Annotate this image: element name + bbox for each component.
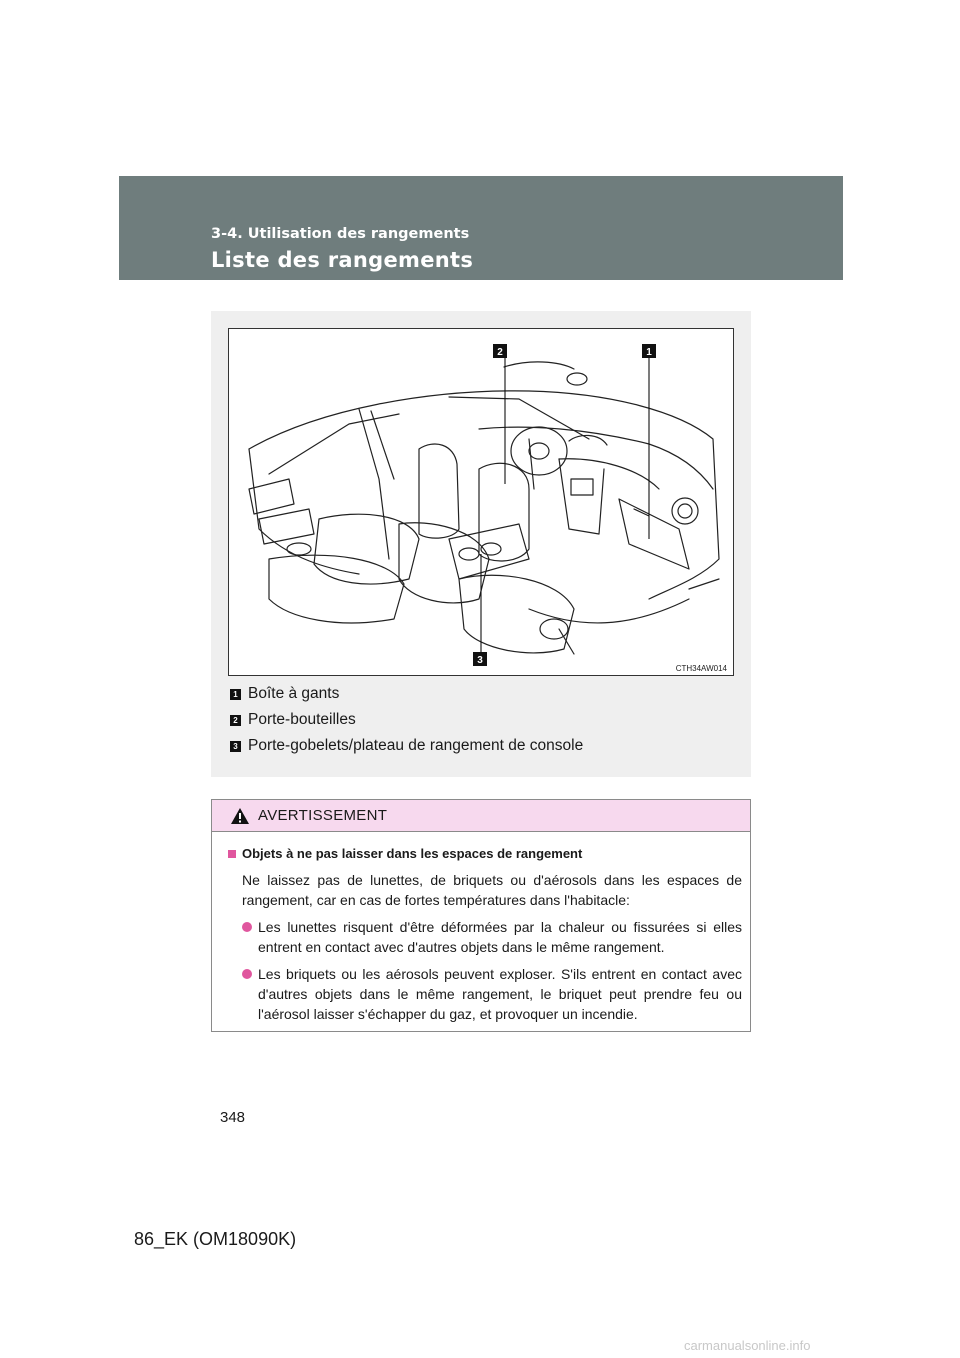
square-bullet-icon xyxy=(228,850,236,858)
legend-label: Boîte à gants xyxy=(248,685,340,702)
callout-2-label: 2 xyxy=(497,347,503,358)
dot-bullet-icon xyxy=(242,969,252,979)
legend-item xyxy=(230,707,583,733)
warning-header xyxy=(212,800,750,832)
watermark: carmanualsonline.info xyxy=(684,1338,811,1353)
figure-legend xyxy=(230,681,583,759)
legend-number: 1 xyxy=(230,689,241,700)
car-interior-drawing xyxy=(229,329,733,675)
legend-number: 3 xyxy=(230,741,241,752)
section-label: 3-4. Utilisation des rangements xyxy=(211,226,470,242)
legend-label: Porte-gobelets/plateau de rangement de console xyxy=(248,737,584,754)
header-band xyxy=(119,176,843,280)
legend-item xyxy=(230,681,583,707)
legend-item xyxy=(230,733,583,759)
warning-triangle-icon xyxy=(230,807,250,825)
legend-number: 2 xyxy=(230,715,241,726)
warning-intro: Ne laissez pas de lunettes, de briquets ou d'aérosols dans les espaces de rangement, car en cas de fortes températures dans l'habitacle: xyxy=(242,872,742,908)
car-interior-illustration xyxy=(228,328,734,676)
callout-1-label: 1 xyxy=(646,347,652,358)
figure-code: CTH34AW014 xyxy=(675,664,727,673)
callout-3-label: 3 xyxy=(477,655,483,666)
warning-heading-text: Objets à ne pas laisser dans les espaces de rangement xyxy=(242,846,583,861)
warning-body xyxy=(212,832,750,1024)
warning-item-text: Les briquets ou les aérosols peuvent exploser. S'ils entrent en contact avec d'autres objets dans le même rangement, le briquet peut prendre feu ou l'aérosol laisser s'échapper du gaz, et provoquer un incendie. xyxy=(258,966,742,1022)
legend-label: Porte-bouteilles xyxy=(248,711,356,728)
figure-panel xyxy=(211,311,751,777)
warning-item xyxy=(242,917,742,957)
warning-title: AVERTISSEMENT xyxy=(258,807,388,824)
warning-heading xyxy=(228,844,742,864)
document-code: 86_EK (OM18090K) xyxy=(134,1229,297,1249)
warning-item-text: Les lunettes risquent d'être déformées par la chaleur ou fissurées si elles entrent en contact avec d'autres objets dans le même rangement. xyxy=(258,919,742,955)
page-title: Liste des rangements xyxy=(211,248,474,272)
warning-item xyxy=(242,964,742,1024)
warning-box xyxy=(211,799,751,1032)
page-number: 348 xyxy=(220,1109,246,1126)
dot-bullet-icon xyxy=(242,922,252,932)
